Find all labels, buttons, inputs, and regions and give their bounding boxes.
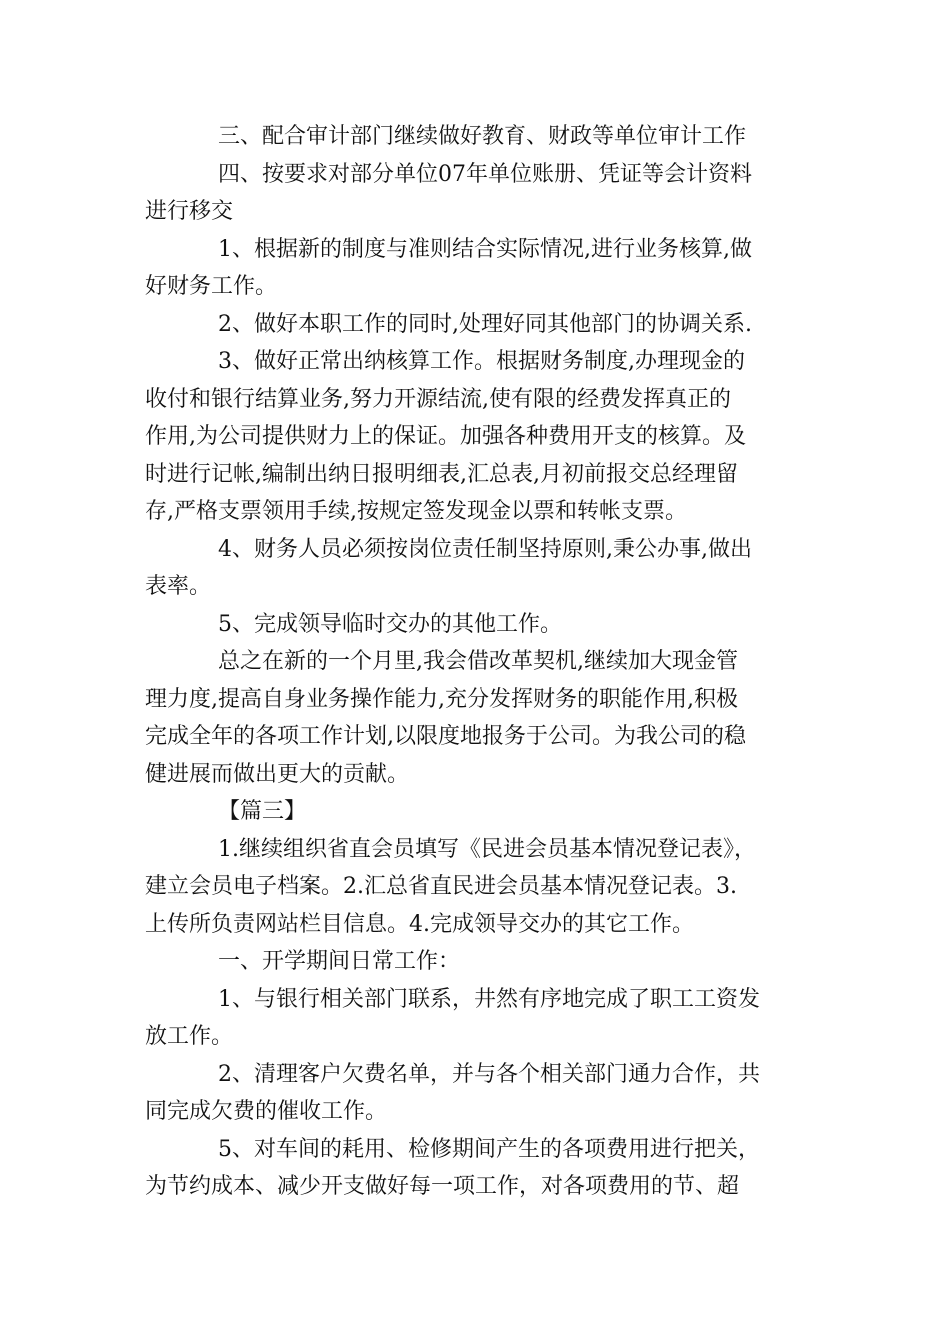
text-line: 5、对车间的耗用、检修期间产生的各项费用进行把关， (218, 1136, 760, 1162)
text-line: 时进行记帐,编制出纳日报明细表,汇总表,月初前报交总经理留 (145, 461, 738, 487)
text-line: 上传所负责网站栏目信息。4.完成领导交办的其它工作。 (145, 911, 694, 937)
text-line: 1、与银行相关部门联系，井然有序地完成了职工工资发 (218, 986, 760, 1012)
section-heading: 【篇三】 (218, 799, 307, 824)
text-line: 1、根据新的制度与准则结合实际情况,进行业务核算,做 (218, 236, 752, 262)
text-line: 表率。 (145, 574, 212, 599)
text-line: 一、开学期间日常工作： (218, 949, 461, 974)
text-line: 收付和银行结算业务,努力开源结流,使有限的经费发挥真正的 (145, 386, 731, 412)
text-line: 存,严格支票领用手续,按规定签发现金以票和转帐支票。 (145, 499, 687, 524)
text-line: 四、按要求对部分单位07年单位账册、凭证等会计资料 (218, 161, 752, 187)
text-line: 健进展而做出更大的贡献。 (145, 761, 410, 787)
text-line: 3、做好正常出纳核算工作。根据财务制度,办理现金的 (218, 349, 745, 374)
text-line: 建立会员电子档案。2.汇总省直民进会员基本情况登记表。3. (145, 874, 737, 899)
text-line: 4、财务人员必须按岗位责任制坚持原则,秉公办事,做出 (218, 536, 752, 562)
document-body (145, 118, 805, 1206)
text-line: 放工作。 (145, 1024, 234, 1049)
text-line: 作用,为公司提供财力上的保证。加强各种费用开支的核算。及 (145, 424, 746, 449)
text-line: 完成全年的各项工作计划,以限度地报务于公司。为我公司的稳 (145, 724, 746, 749)
text-line: 2、做好本职工作的同时,处理好同其他部门的协调关系. (218, 311, 752, 337)
text-line: 理力度,提高自身业务操作能力,充分发挥财务的职能作用,积极 (145, 686, 738, 712)
text-line: 进行移交 (145, 199, 234, 224)
text-line: 三、配合审计部门继续做好教育、财政等单位审计工作 (218, 124, 747, 149)
text-line: 1.继续组织省直会员填写《民进会员基本情况登记表》， (218, 836, 756, 862)
text-line: 2、清理客户欠费名单，并与各个相关部门通力合作，共 (218, 1061, 760, 1087)
text-line: 5、完成领导临时交办的其他工作。 (218, 611, 562, 637)
text-line: 总之在新的一个月里,我会借改革契机,继续加大现金管 (218, 649, 738, 674)
text-line: 好财务工作。 (145, 274, 278, 299)
text-line: 为节约成本、减少开支做好每一项工作，对各项费用的节、超 (145, 1174, 740, 1199)
text-line: 同完成欠费的催收工作。 (145, 1099, 388, 1124)
